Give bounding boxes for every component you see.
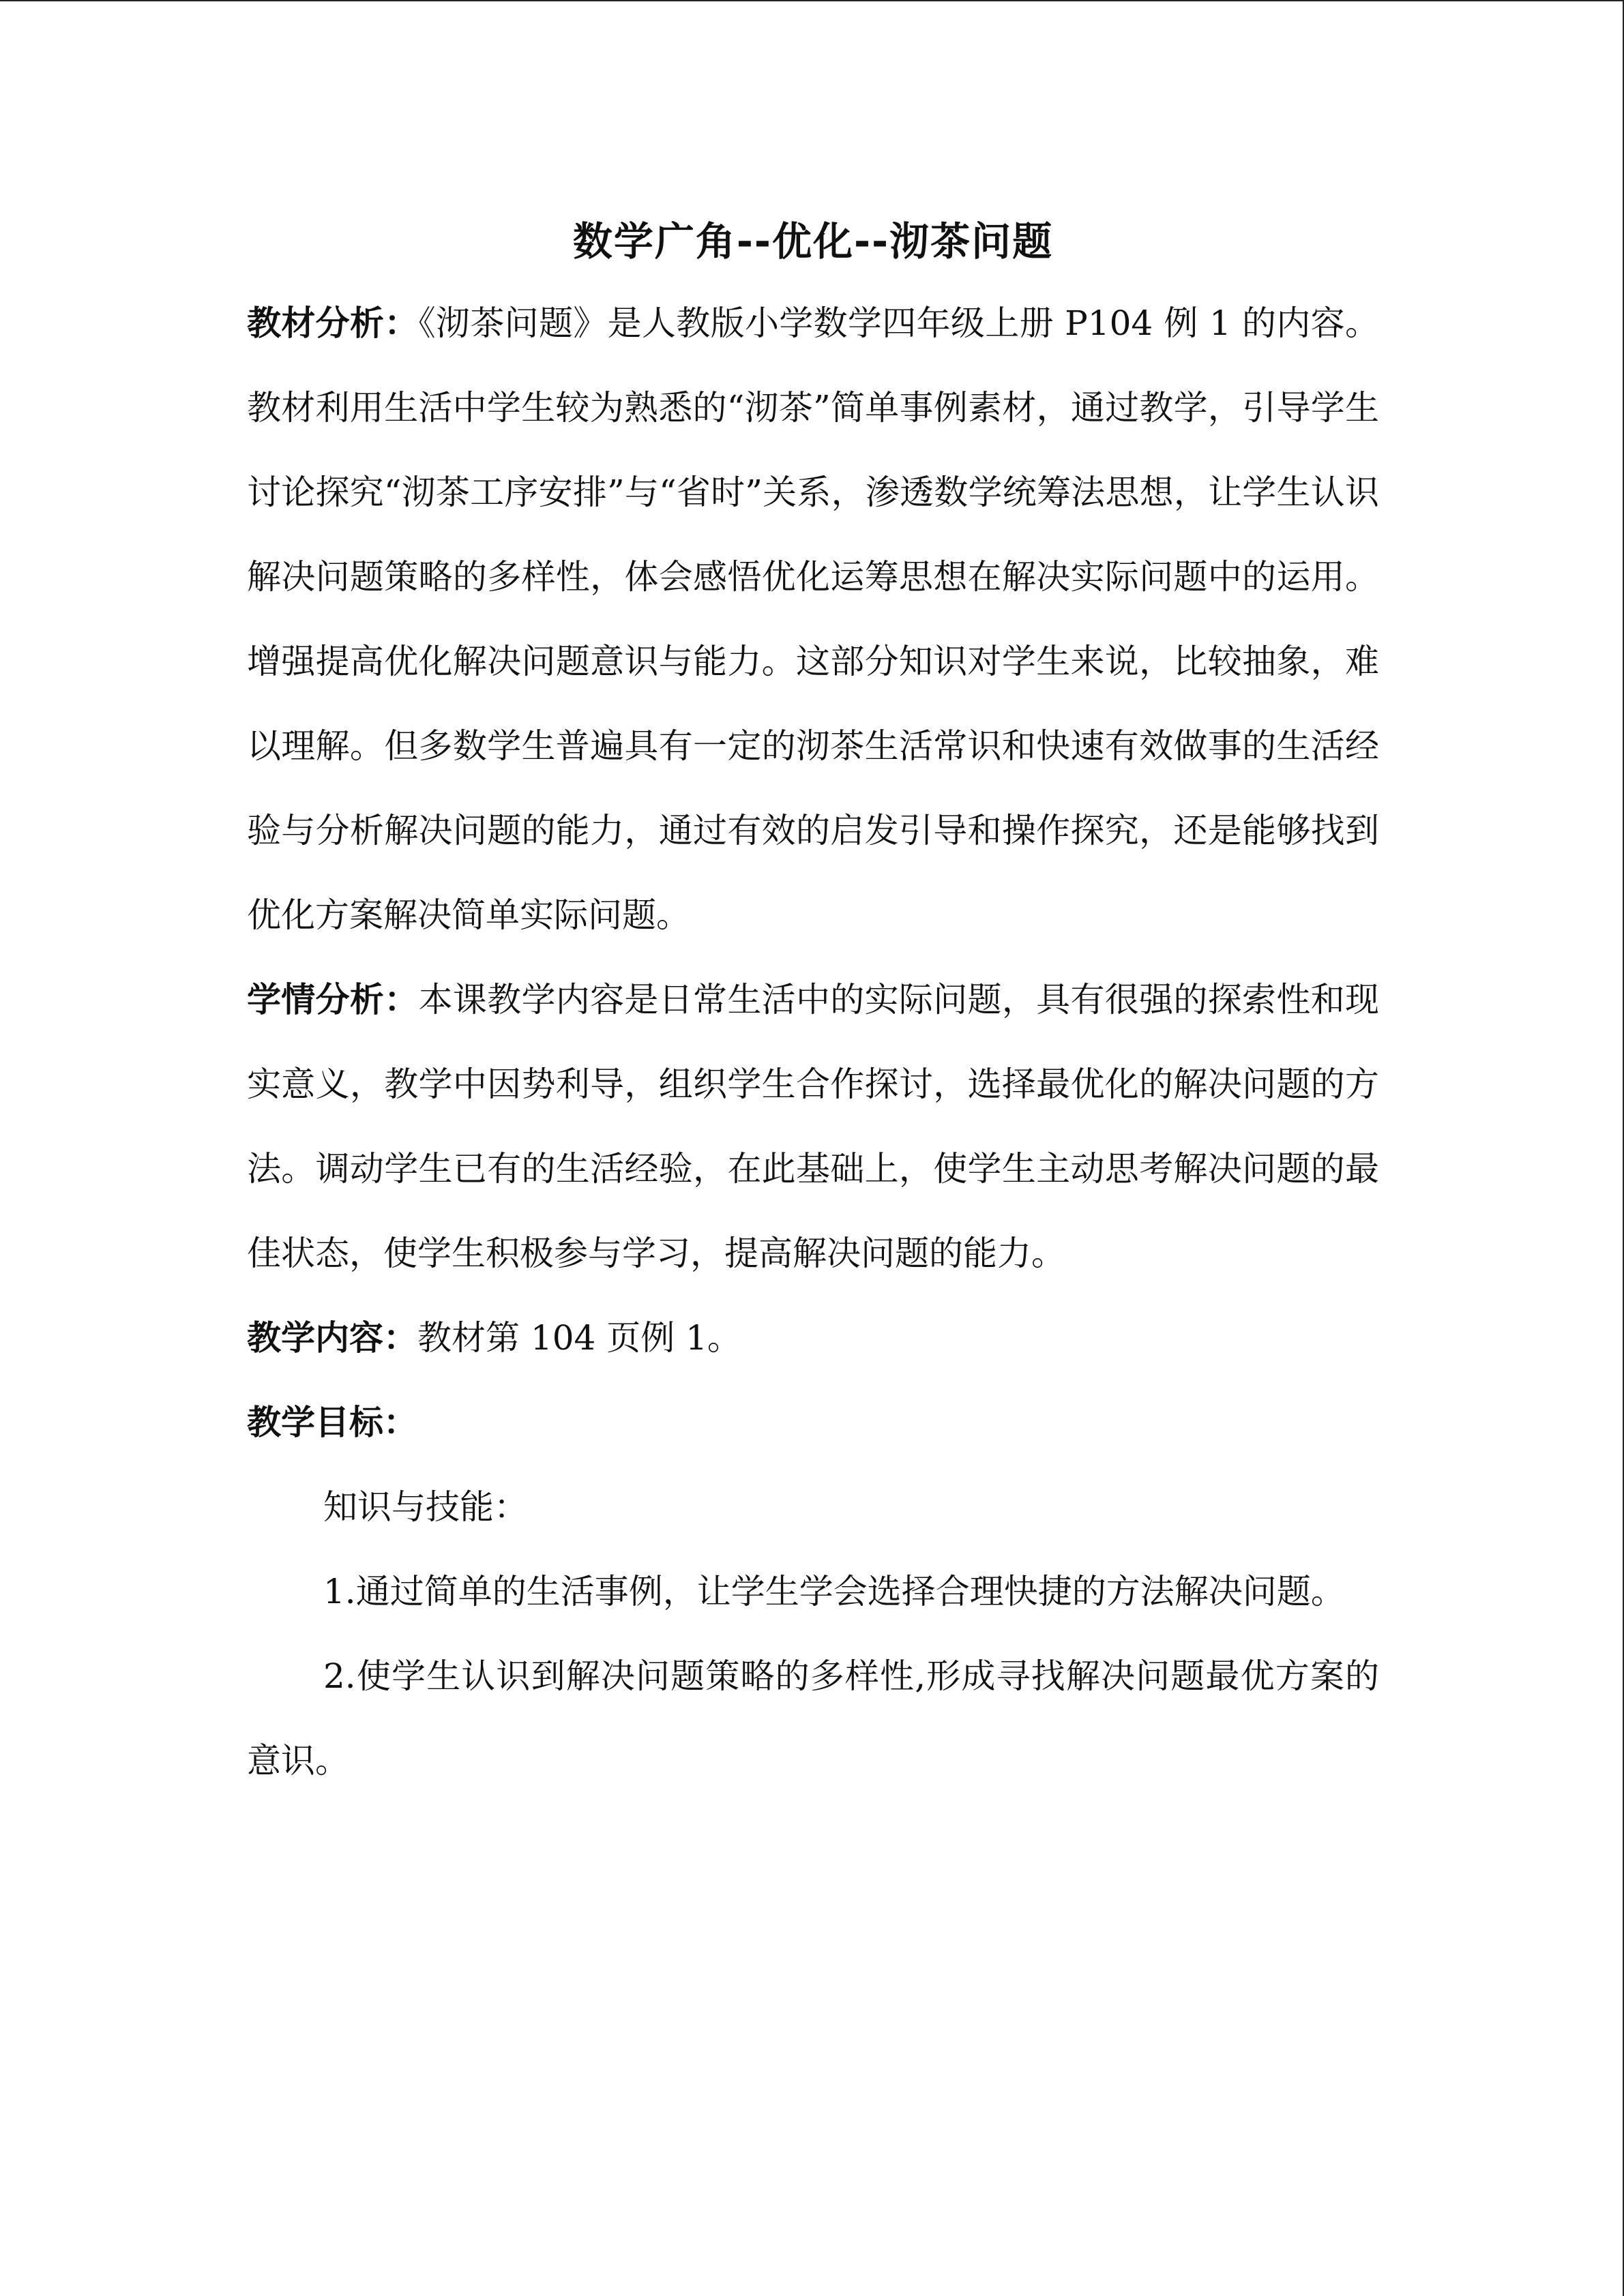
section-teaching-content <box>247 1296 1379 1380</box>
section-label: 教学内容： <box>247 1318 417 1358</box>
section-text: 本课教学内容是日常生活中的实际问题，具有很强的探索性和现实意义，教学中因势利导，组织学生合作探讨，选择最优化的解决问题的方法。调动学生已有的生活经验，在此基础上，使学生主动思考解决问题的最佳状态，使学生积极参与学习，提高解决问题的能力。 <box>247 980 1379 1273</box>
section-label: 教学目标： <box>247 1403 417 1442</box>
section-label: 学情分析： <box>247 980 419 1019</box>
document-body <box>247 206 1379 1803</box>
section-label: 教材分析： <box>247 303 419 343</box>
goal-item: 2.使学生认识到解决问题策略的多样性,形成寻找解决问题最优方案的意识。 <box>247 1656 1379 1780</box>
section-teaching-goals <box>247 1380 1379 1465</box>
section-text: 教材第 104 页例 1。 <box>417 1318 741 1358</box>
goals-subheading: 知识与技能： <box>323 1487 528 1527</box>
section-student-analysis <box>247 957 1379 1296</box>
section-material-analysis <box>247 281 1379 957</box>
section-text: 《沏茶问题》是人教版小学数学四年级上册 P104 例 1 的内容。教材利用生活中学生较为熟悉的“沏茶”简单事例素材，通过教学，引导学生讨论探究“沏茶工序安排”与“省时”关系，渗透数学统筹法思想，让学生认识解决问题策略的多样性，体会感悟优化运筹思想在解决实际问题中的运用。增强提高优化解决问题意识与能力。这部分知识对学生来说，比较抽象，难以理解。但多数学生普遍具有一定的沏茶生活常识和快速有效做事的生活经验与分析解决问题的能力，通过有效的启发引导和操作探究，还是能够找到优化方案解决简单实际问题。 <box>247 303 1380 935</box>
document-title: 数学广角--优化--沏茶问题 <box>572 218 1054 265</box>
goal-item: 1.通过简单的生活事例，让学生学会选择合理快捷的方法解决问题。 <box>323 1572 1345 1611</box>
